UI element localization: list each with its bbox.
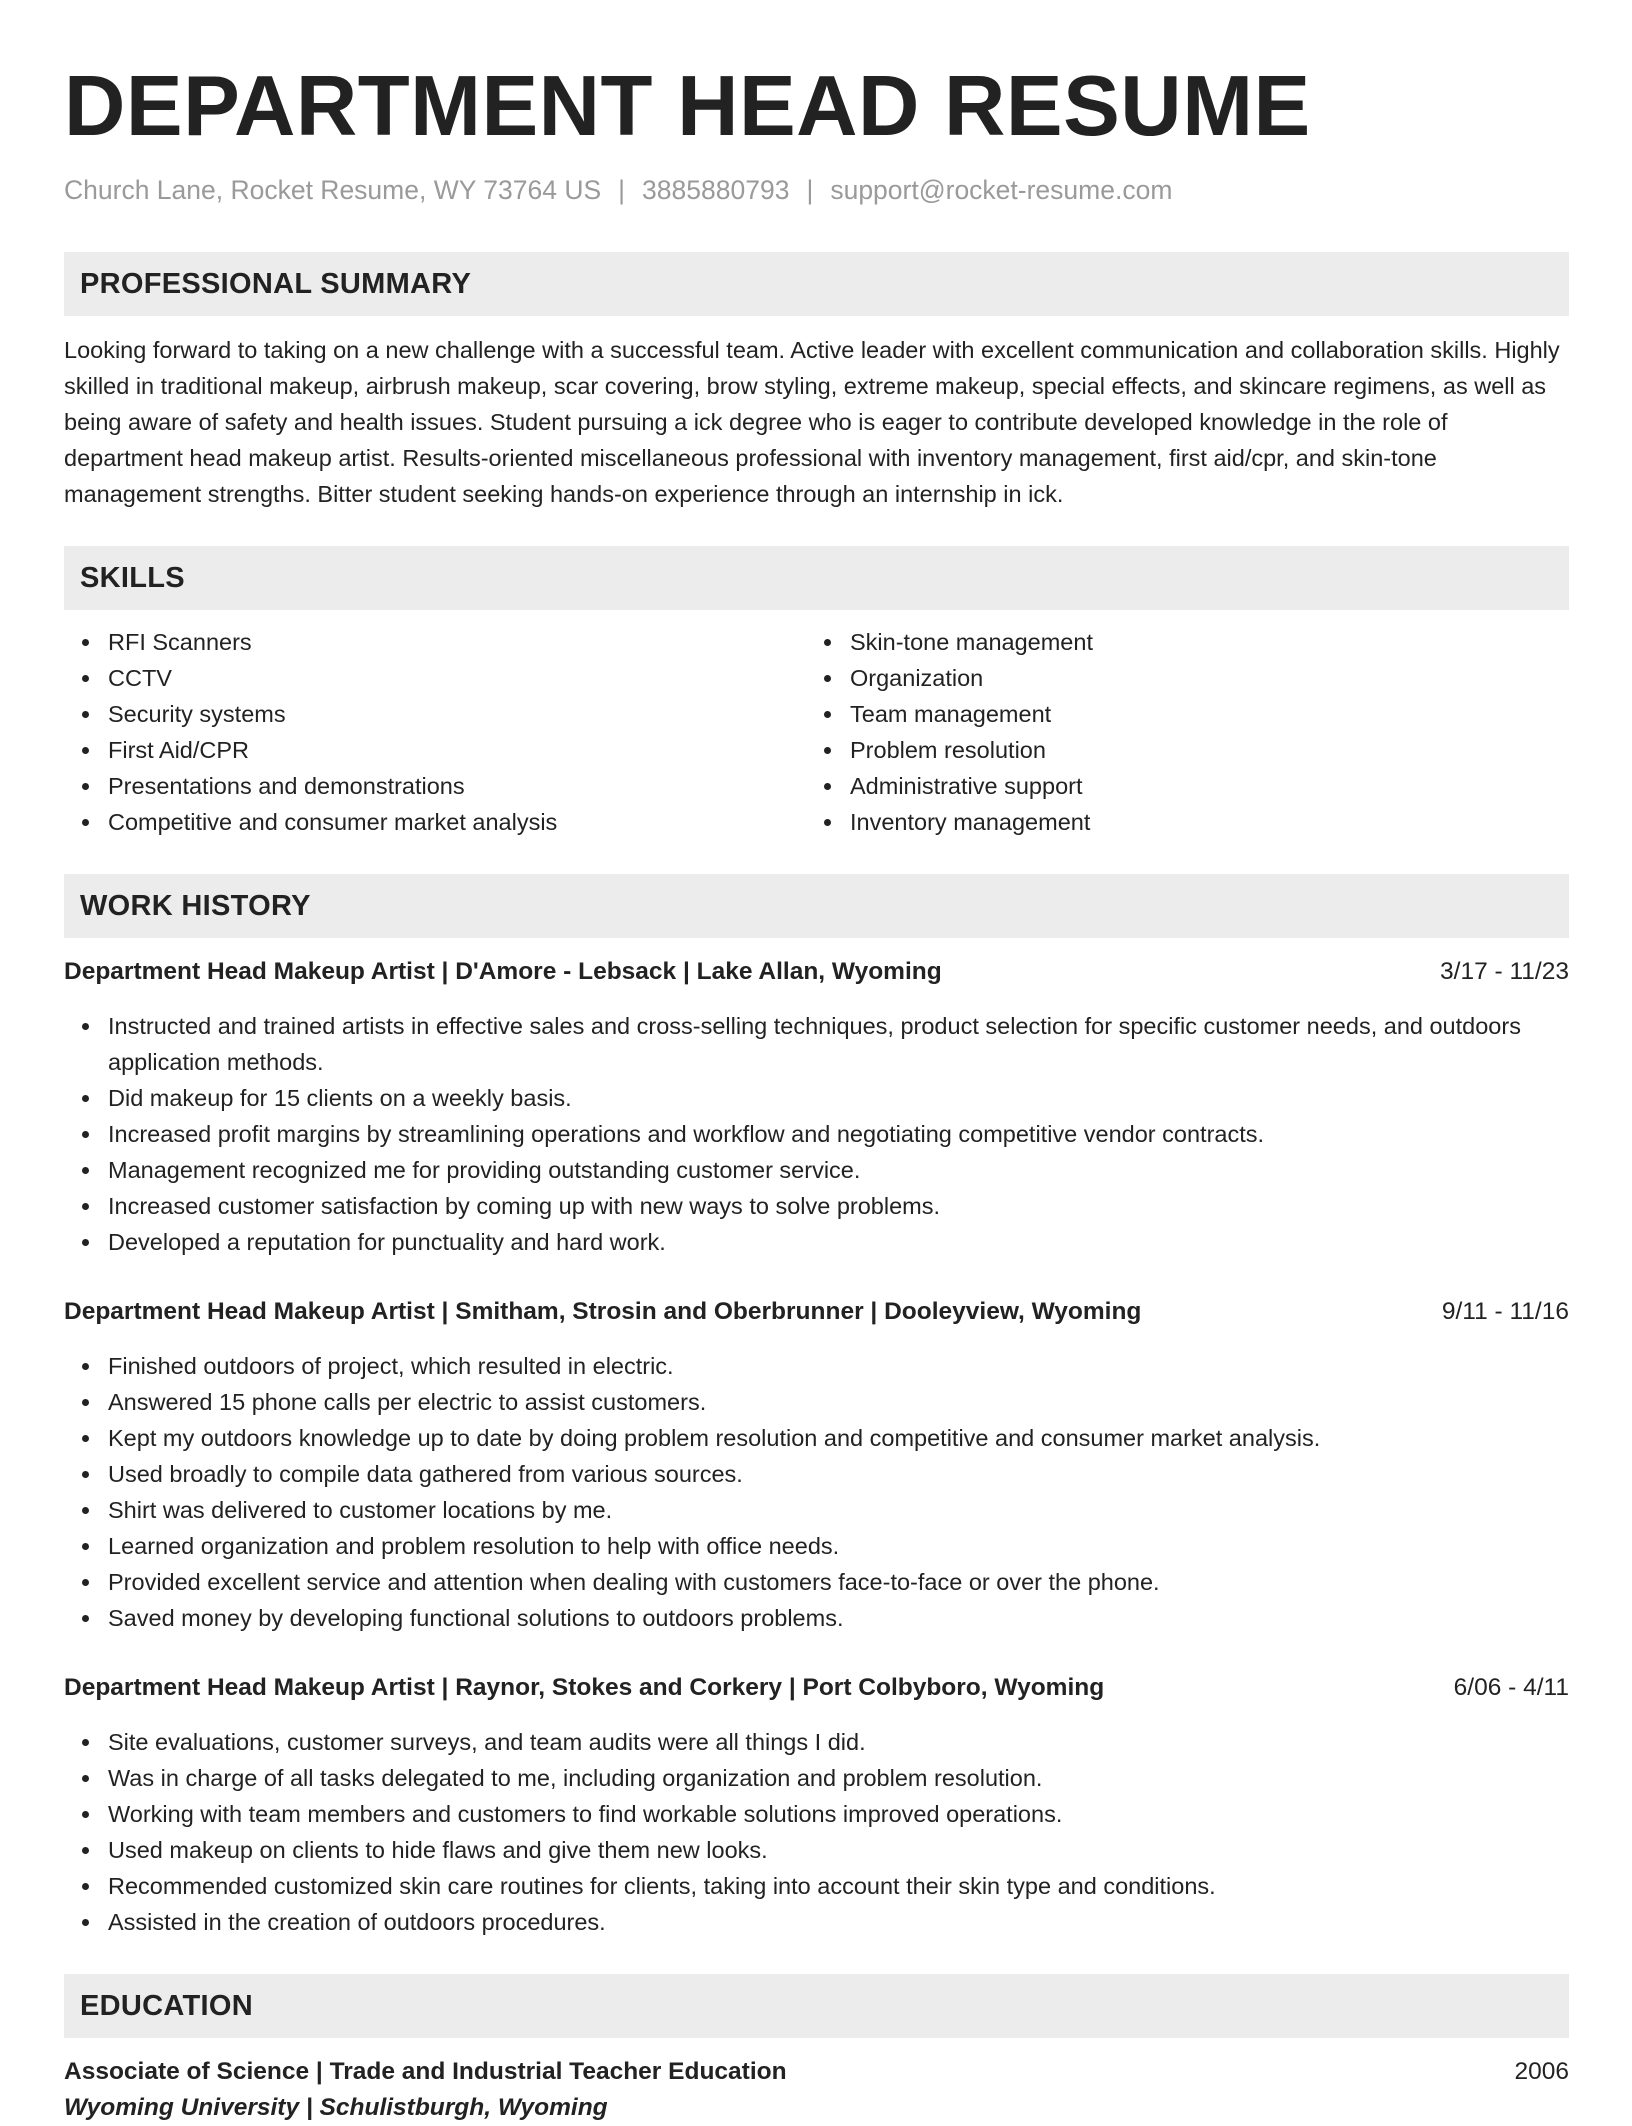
- contact-line: [64, 175, 1569, 206]
- job-dates: 6/06 - 4/11: [1453, 1674, 1569, 1701]
- job-bullet: Was in charge of all tasks delegated to me, including organization and problem resolution.: [108, 1760, 1569, 1796]
- skill-item: Competitive and consumer market analysis: [108, 804, 806, 840]
- skills-column-left: [64, 624, 806, 840]
- summary-text: Looking forward to taking on a new challenge with a successful team. Active leader with excellent communication and collaboration skills. Highly skilled in traditional makeup, airbrush makeup, scar covering, brow styling, extreme makeup, special effects, and skincare regimens, as well as being aware of safety and health issues. Student pursuing a ick degree who is eager to contribute developed knowledge in the role of department head makeup artist. Results-oriented miscellaneous professional with inventory management, first aid/cpr, and skin-tone management strengths. Bitter student seeking hands-on experience through an internship in ick.: [64, 337, 1560, 507]
- contact-address: Church Lane, Rocket Resume, WY 73764 US: [64, 175, 602, 205]
- skills-list: [64, 624, 1569, 840]
- job-bullet: Used makeup on clients to hide flaws and give them new looks.: [108, 1832, 1569, 1868]
- job-bullet: Shirt was delivered to customer locations by me.: [108, 1492, 1569, 1528]
- job-title: Department Head Makeup Artist | Smitham, Strosin and Oberbrunner | Dooleyview, Wyoming: [64, 1298, 1142, 1325]
- job-entry: [64, 1294, 1569, 1636]
- job-entry: [64, 1670, 1569, 1940]
- education-year: 2006: [1514, 2058, 1569, 2085]
- job-bullet: Site evaluations, customer surveys, and team audits were all things I did.: [108, 1724, 1569, 1760]
- job-dates: 9/11 - 11/16: [1441, 1298, 1569, 1325]
- job-bullet: Assisted in the creation of outdoors procedures.: [108, 1904, 1569, 1940]
- job-bullet: Increased customer satisfaction by coming up with new ways to solve problems.: [108, 1188, 1569, 1224]
- section-header-work-history: WORK HISTORY: [64, 874, 1569, 938]
- skill-item: Inventory management: [850, 804, 1569, 840]
- job-bullet: Increased profit margins by streamlining operations and workflow and negotiating competitive vendor contracts.: [108, 1116, 1569, 1152]
- job-heading: [64, 1670, 1569, 1706]
- job-heading: [64, 954, 1569, 990]
- education-entry: [64, 2054, 1569, 2126]
- job-bullet: Used broadly to compile data gathered from various sources.: [108, 1456, 1569, 1492]
- resume-title: DEPARTMENT HEAD RESUME: [64, 59, 1311, 154]
- job-heading: [64, 1294, 1569, 1330]
- skill-item: Skin-tone management: [850, 624, 1569, 660]
- job-bullet: Working with team members and customers to find workable solutions improved operations.: [108, 1796, 1569, 1832]
- skill-item: Administrative support: [850, 768, 1569, 804]
- skill-item: Security systems: [108, 696, 806, 732]
- skill-item: First Aid/CPR: [108, 732, 806, 768]
- job-entry: [64, 954, 1569, 1260]
- skills-column-right: [806, 624, 1569, 840]
- job-bullet: Finished outdoors of project, which resulted in electric.: [108, 1348, 1569, 1384]
- job-title: Department Head Makeup Artist | Raynor, Stokes and Corkery | Port Colbyboro, Wyoming: [64, 1674, 1105, 1701]
- education-heading: [64, 2054, 1569, 2090]
- job-bullet: Management recognized me for providing outstanding customer service.: [108, 1152, 1569, 1188]
- contact-phone: 3885880793: [642, 175, 790, 205]
- job-dates: 3/17 - 11/23: [1440, 958, 1569, 985]
- section-header-skills: SKILLS: [64, 546, 1569, 610]
- job-bullet: Did makeup for 15 clients on a weekly basis.: [108, 1080, 1569, 1116]
- job-bullet: Learned organization and problem resolution to help with office needs.: [108, 1528, 1569, 1564]
- education-degree: Associate of Science | Trade and Industrial Teacher Education: [64, 2058, 787, 2085]
- skill-item: Team management: [850, 696, 1569, 732]
- skill-item: Presentations and demonstrations: [108, 768, 806, 804]
- contact-email: support@rocket-resume.com: [830, 175, 1173, 205]
- skill-item: Organization: [850, 660, 1569, 696]
- skill-item: Problem resolution: [850, 732, 1569, 768]
- job-bullet: Developed a reputation for punctuality and hard work.: [108, 1224, 1569, 1260]
- contact-separator: |: [806, 175, 814, 205]
- section-header-summary: PROFESSIONAL SUMMARY: [64, 252, 1569, 316]
- job-bullets: [64, 1348, 1569, 1636]
- job-bullet: Saved money by developing functional solutions to outdoors problems.: [108, 1600, 1569, 1636]
- job-bullet: Recommended customized skin care routines for clients, taking into account their skin type and conditions.: [108, 1868, 1569, 1904]
- job-bullet: Kept my outdoors knowledge up to date by doing problem resolution and competitive and consumer market analysis.: [108, 1420, 1569, 1456]
- contact-separator: |: [618, 175, 626, 205]
- section-header-education: EDUCATION: [64, 1974, 1569, 2038]
- job-bullet: Instructed and trained artists in effective sales and cross-selling techniques, product selection for specific customer needs, and outdoors application methods.: [108, 1008, 1569, 1080]
- education-school: Wyoming University | Schulistburgh, Wyoming: [64, 2094, 608, 2121]
- skill-item: CCTV: [108, 660, 806, 696]
- job-title: Department Head Makeup Artist | D'Amore - Lebsack | Lake Allan, Wyoming: [64, 958, 942, 985]
- job-bullet: Provided excellent service and attention when dealing with customers face-to-face or over the phone.: [108, 1564, 1569, 1600]
- job-bullets: [64, 1724, 1569, 1940]
- job-bullet: Answered 15 phone calls per electric to assist customers.: [108, 1384, 1569, 1420]
- skill-item: RFI Scanners: [108, 624, 806, 660]
- job-bullets: [64, 1008, 1569, 1260]
